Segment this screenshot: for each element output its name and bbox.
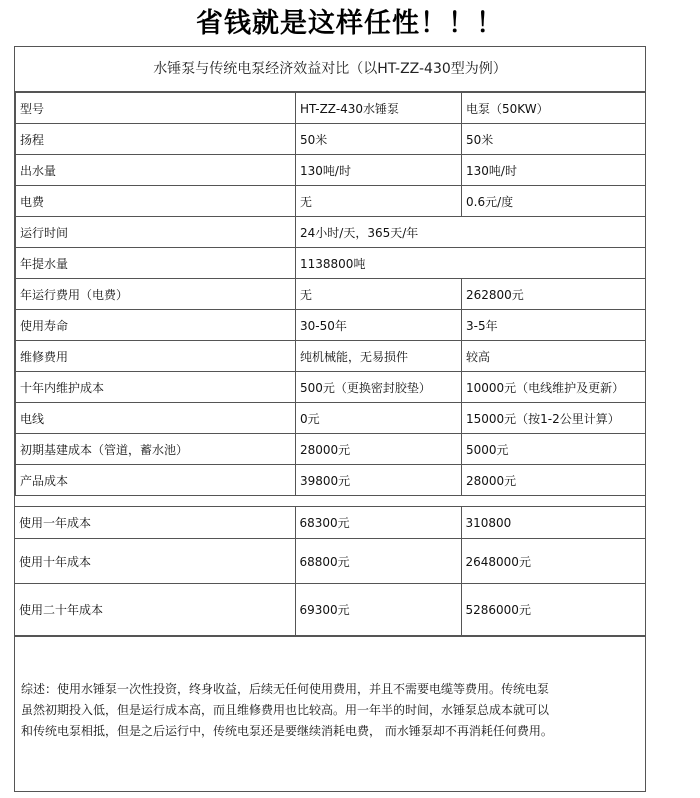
row-label: 十年内维护成本 bbox=[16, 372, 296, 403]
electric-pump-value: 262800元 bbox=[462, 279, 646, 310]
hydraulic-pump-value: 0元 bbox=[296, 403, 462, 434]
table-row bbox=[16, 93, 646, 124]
row-label: 使用寿命 bbox=[16, 310, 296, 341]
cost-electric: 5286000元 bbox=[461, 584, 645, 636]
hydraulic-pump-value: 28000元 bbox=[296, 434, 462, 465]
electric-pump-value: 15000元（按1-2公里计算） bbox=[462, 403, 646, 434]
table-row bbox=[16, 465, 646, 496]
row-label: 型号 bbox=[16, 93, 296, 124]
hydraulic-pump-value: 30-50年 bbox=[296, 310, 462, 341]
table-row bbox=[16, 124, 646, 155]
summary-box bbox=[15, 636, 645, 791]
row-label: 运行时间 bbox=[16, 217, 296, 248]
electric-pump-value: 较高 bbox=[462, 341, 646, 372]
cost-row-10-year bbox=[15, 539, 645, 584]
summary-line: 虽然初期投入低，但是运行成本高，而且维修费用也比较高。用一年半的时间，水锤泵总成本就可以 bbox=[21, 703, 550, 717]
cost-hydraulic: 69300元 bbox=[295, 584, 461, 636]
table-row bbox=[16, 279, 646, 310]
comparison-table bbox=[15, 92, 646, 496]
hydraulic-pump-value: 24小时/天，365天/年 bbox=[296, 217, 646, 248]
table-row bbox=[16, 217, 646, 248]
row-label: 年提水量 bbox=[16, 248, 296, 279]
table-row bbox=[16, 310, 646, 341]
row-label: 电费 bbox=[16, 186, 296, 217]
cost-electric: 310800 bbox=[461, 507, 645, 539]
hydraulic-pump-value: 500元（更换密封胶垫） bbox=[296, 372, 462, 403]
cost-label: 使用十年成本 bbox=[15, 539, 295, 584]
row-label: 电线 bbox=[16, 403, 296, 434]
hydraulic-pump-value: 130吨/时 bbox=[296, 155, 462, 186]
row-label: 维修费用 bbox=[16, 341, 296, 372]
table-row bbox=[16, 434, 646, 465]
cost-hydraulic: 68300元 bbox=[295, 507, 461, 539]
summary-line: 和传统电泵相抵，但是之后运行中，传统电泵还是要继续消耗电费， 而水锤泵却不再消耗任何费用。 bbox=[21, 724, 553, 738]
table-row bbox=[16, 341, 646, 372]
table-row bbox=[16, 248, 646, 279]
row-label: 产品成本 bbox=[16, 465, 296, 496]
electric-pump-value: 3-5年 bbox=[462, 310, 646, 341]
cost-label: 使用一年成本 bbox=[15, 507, 295, 539]
row-label: 扬程 bbox=[16, 124, 296, 155]
hydraulic-pump-value: 50米 bbox=[296, 124, 462, 155]
cost-hydraulic: 68800元 bbox=[295, 539, 461, 584]
hydraulic-pump-value: 无 bbox=[296, 186, 462, 217]
electric-pump-value: 0.6元/度 bbox=[462, 186, 646, 217]
headline: 省钱就是这样任性！！！ bbox=[196, 8, 504, 39]
cost-label: 使用二十年成本 bbox=[15, 584, 295, 636]
table-title: 水锤泵与传统电泵经济效益对比（以HT-ZZ-430型为例） bbox=[15, 46, 645, 92]
table-row bbox=[16, 372, 646, 403]
hydraulic-pump-value: 纯机械能，无易损件 bbox=[296, 341, 462, 372]
table-row bbox=[16, 403, 646, 434]
electric-pump-value: 50米 bbox=[462, 124, 646, 155]
hydraulic-pump-value: 无 bbox=[296, 279, 462, 310]
row-label: 初期基建成本（管道，蓄水池） bbox=[16, 434, 296, 465]
summary-text bbox=[21, 679, 645, 742]
electric-pump-value: 10000元（电线维护及更新） bbox=[462, 372, 646, 403]
electric-pump-value: 电泵（50KW） bbox=[462, 93, 646, 124]
electric-pump-value: 5000元 bbox=[462, 434, 646, 465]
electric-pump-value: 28000元 bbox=[462, 465, 646, 496]
summary-line: 综述：使用水锤泵一次性投资，终身收益，后续无任何使用费用，并且不需要电缆等费用。传统电泵 bbox=[21, 682, 550, 696]
table-row bbox=[16, 155, 646, 186]
electric-pump-value: 130吨/时 bbox=[462, 155, 646, 186]
cost-row-20-year bbox=[15, 584, 645, 636]
comparison-sheet bbox=[14, 46, 646, 792]
hydraulic-pump-value: HT-ZZ-430水锤泵 bbox=[296, 93, 462, 124]
table-row bbox=[16, 186, 646, 217]
cost-table bbox=[15, 506, 645, 636]
hydraulic-pump-value: 1138800吨 bbox=[296, 248, 646, 279]
hydraulic-pump-value: 39800元 bbox=[296, 465, 462, 496]
cost-electric: 2648000元 bbox=[461, 539, 645, 584]
row-label: 出水量 bbox=[16, 155, 296, 186]
row-label: 年运行费用（电费） bbox=[16, 279, 296, 310]
cost-row-1-year bbox=[15, 507, 645, 539]
